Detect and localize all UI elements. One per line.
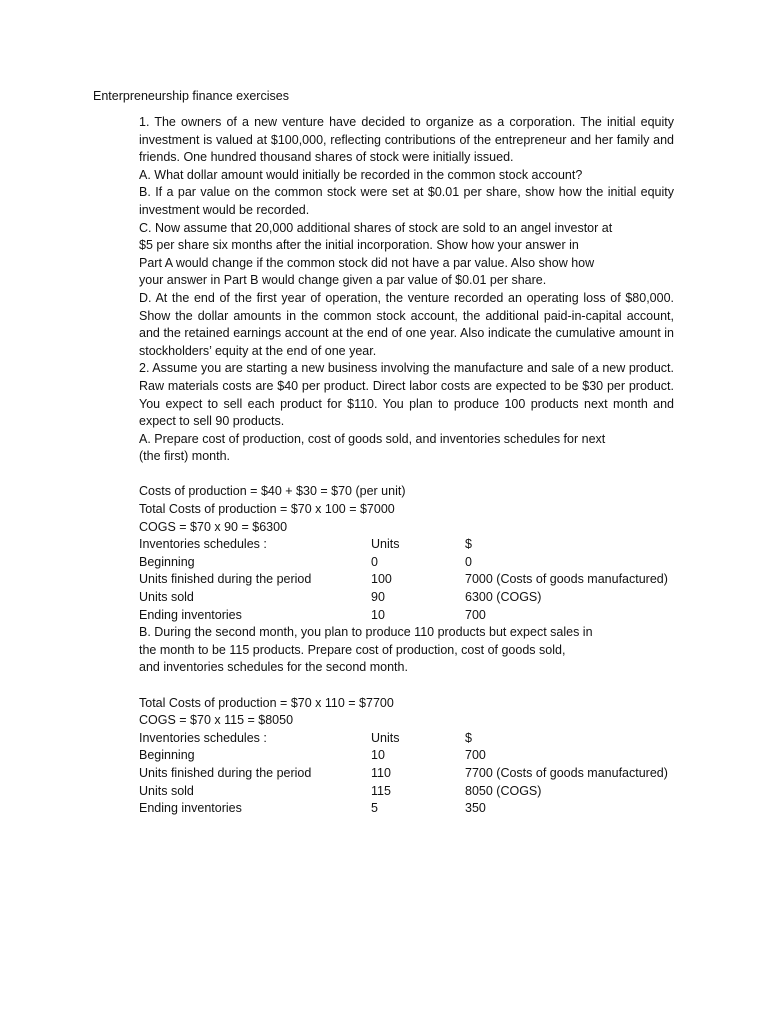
question-2-part-b-line: B. During the second month, you plan to produce 110 products but expect sales in bbox=[139, 625, 593, 640]
schedule-row bbox=[139, 747, 674, 765]
schedule-units: Units bbox=[371, 730, 400, 745]
schedule-dollars: 6300 (COGS) bbox=[465, 590, 542, 605]
answer-a-line: Total Costs of production = $70 x 100 = $7000 bbox=[139, 502, 395, 517]
schedule-row bbox=[139, 800, 674, 818]
question-1-part-c-line: your answer in Part B would change given a par value of $0.01 per share. bbox=[139, 273, 547, 288]
schedule-label: Units sold bbox=[139, 783, 194, 798]
schedule-label: Beginning bbox=[139, 554, 195, 569]
schedule-units: 100 bbox=[371, 572, 392, 587]
answer-b-line: COGS = $70 x 115 = $8050 bbox=[139, 713, 294, 728]
schedule-row bbox=[139, 607, 674, 625]
schedule-dollars: 700 bbox=[465, 607, 486, 622]
schedule-units: Units bbox=[371, 537, 400, 552]
schedule-units: 5 bbox=[371, 801, 378, 816]
schedule-units: 90 bbox=[371, 590, 385, 605]
question-1-part-d: D. At the end of the first year of operation, the venture recorded an operating loss of $80,000. Show the dollar amounts in the common stock account, the additional paid-in-capital account, and the retained earnings account at the end of one year. Also indicate the cumulative amount in stockholders’ equity at the end of one year. bbox=[139, 290, 674, 358]
schedule-label: Units sold bbox=[139, 590, 194, 605]
question-2-part-b-line: the month to be 115 products. Prepare cost of production, cost of goods sold, bbox=[139, 642, 566, 657]
schedule-dollars: 0 bbox=[465, 554, 472, 569]
document-body bbox=[139, 114, 674, 818]
schedule-label: Inventories schedules : bbox=[139, 730, 267, 745]
schedule-row bbox=[139, 554, 674, 572]
schedule-dollars: 8050 (COGS) bbox=[465, 783, 542, 798]
schedule-row bbox=[139, 783, 674, 801]
question-2-part-b-line: and inventories schedules for the second month. bbox=[139, 660, 408, 675]
question-1-part-c-line: C. Now assume that 20,000 additional shares of stock are sold to an angel investor at bbox=[139, 220, 613, 235]
question-2-intro: 2. Assume you are starting a new business involving the manufacture and sale of a new product. Raw materials costs are $40 per product. Direct labor costs are expected to be $30 per product. You expect to sell each product for $110. You plan to produce 100 products next month and expect to sell 90 products. bbox=[139, 361, 674, 429]
schedule-dollars: 7700 (Costs of goods manufactured) bbox=[465, 765, 668, 780]
schedule-row bbox=[139, 536, 674, 554]
schedule-units: 110 bbox=[371, 765, 391, 780]
schedule-dollars: 700 bbox=[465, 748, 486, 763]
question-1-part-c-line: $5 per share six months after the initial incorporation. Show how your answer in bbox=[139, 238, 579, 253]
schedule-dollars: $ bbox=[465, 730, 472, 745]
blank-line bbox=[139, 466, 674, 484]
schedule-dollars: 350 bbox=[465, 801, 486, 816]
question-1-part-a: A. What dollar amount would initially be recorded in the common stock account? bbox=[139, 167, 583, 182]
question-2-part-a-line: A. Prepare cost of production, cost of goods sold, and inventories schedules for next bbox=[139, 431, 606, 446]
inventories-schedule-month-2 bbox=[139, 730, 674, 818]
blank-line bbox=[139, 677, 674, 695]
question-2-part-a-line: (the first) month. bbox=[139, 449, 230, 464]
inventories-schedule-month-1 bbox=[139, 536, 674, 624]
schedule-label: Ending inventories bbox=[139, 607, 242, 622]
schedule-label: Beginning bbox=[139, 748, 195, 763]
question-1-part-b: B. If a par value on the common stock were set at $0.01 per share, show how the initial equity investment would be recorded. bbox=[139, 185, 674, 217]
schedule-row bbox=[139, 765, 674, 783]
schedule-dollars: $ bbox=[465, 537, 472, 552]
schedule-label: Units finished during the period bbox=[139, 765, 312, 780]
answer-a-line: Costs of production = $40 + $30 = $70 (per unit) bbox=[139, 484, 406, 499]
question-1-intro: 1. The owners of a new venture have decided to organize as a corporation. The initial equity investment is valued at $100,000, reflecting contributions of the entrepreneur and her family and friends. One hundred thousand shares of stock were initially issued. bbox=[139, 115, 674, 165]
document-title: Enterpreneurship finance exercises bbox=[93, 89, 289, 103]
schedule-label: Inventories schedules : bbox=[139, 537, 267, 552]
schedule-units: 10 bbox=[371, 607, 385, 622]
schedule-row bbox=[139, 589, 674, 607]
schedule-row bbox=[139, 730, 674, 748]
question-1-part-c-line: Part A would change if the common stock did not have a par value. Also show how bbox=[139, 255, 595, 270]
schedule-label: Ending inventories bbox=[139, 801, 242, 816]
schedule-dollars: 7000 (Costs of goods manufactured) bbox=[465, 572, 668, 587]
answer-a-line: COGS = $70 x 90 = $6300 bbox=[139, 519, 288, 534]
answer-b-line: Total Costs of production = $70 x 110 = $7700 bbox=[139, 695, 394, 710]
schedule-row bbox=[139, 571, 674, 589]
schedule-units: 115 bbox=[371, 783, 391, 798]
schedule-label: Units finished during the period bbox=[139, 572, 312, 587]
schedule-units: 0 bbox=[371, 554, 378, 569]
schedule-units: 10 bbox=[371, 748, 385, 763]
